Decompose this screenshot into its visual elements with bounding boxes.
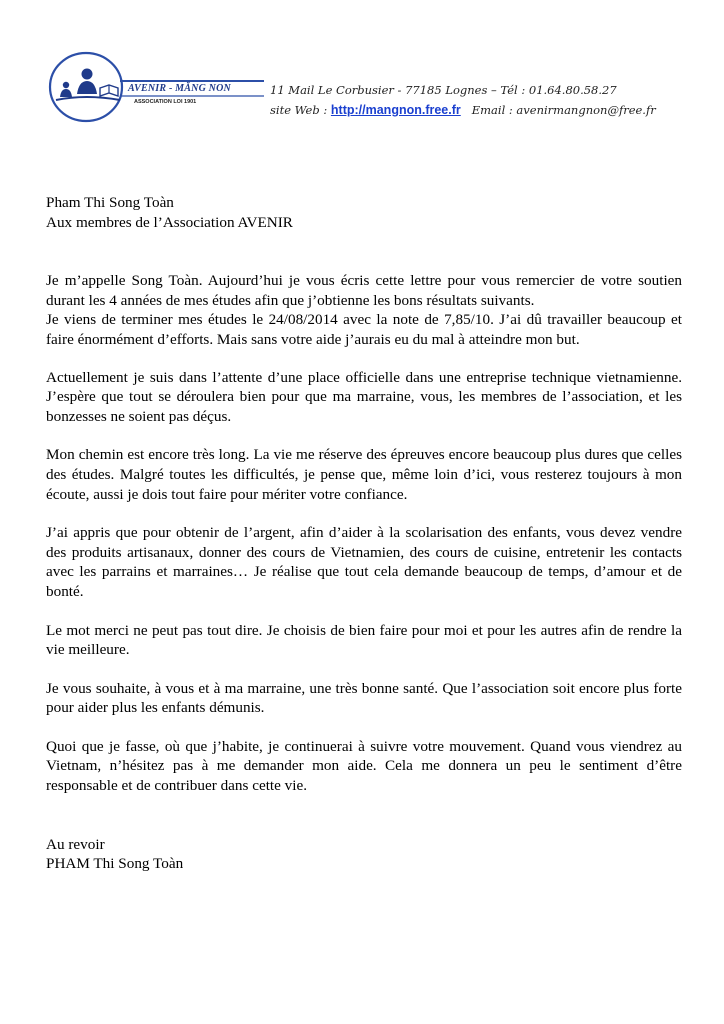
closing-line: Au revoir bbox=[46, 835, 105, 853]
paragraph: Je vous souhaite, à vous et à ma marraine, une très bonne santé. Que l’association soit encore plus forte pour aider plus les enfants démunis. bbox=[46, 679, 682, 717]
association-logo bbox=[46, 48, 268, 126]
letter-body bbox=[46, 193, 682, 874]
paragraph: Je m’appelle Song Toàn. Aujourd’hui je vous écris cette lettre pour vous remercier de votre soutien durant les 4 années de mes études afin que j’obtienne les bons résultats suivants. bbox=[46, 272, 682, 309]
signature: PHAM Thi Song Toàn bbox=[46, 855, 184, 873]
site-label: site Web : bbox=[270, 103, 328, 117]
contact-block bbox=[270, 80, 656, 120]
address-line: 11 Mail Le Corbusier - 77185 Lognes – Tél : 01.64.80.58.27 bbox=[270, 83, 617, 97]
sender-name: Pham Thi Song Toàn bbox=[46, 194, 174, 211]
organization-subtitle: ASSOCIATION LOI 1901 bbox=[134, 99, 197, 105]
paragraph: Je viens de terminer mes études le 24/08/2014 avec la note de 7,85/10. J’ai dû travailler beaucoup et faire énormément d’efforts. Mais sans votre aide j’aurais eu du mal à atteindre mon but. bbox=[46, 311, 682, 348]
organization-name: AVENIR - MĂNG NON bbox=[128, 83, 231, 94]
paragraph: Mon chemin est encore très long. La vie me réserve des épreuves encore beaucoup plus dures que celles des études. Malgré toutes les difficultés, je pense que, même loin d’ici, vous resterez toujours à mon écoute, aussi je dois tout faire pour mériter votre confiance. bbox=[46, 446, 682, 503]
paragraph: J’ai appris que pour obtenir de l’argent, afin d’aider à la scolarisation des enfants, vous devez vendre des produits artisanaux, donner des cours de Vietnamien, des cours de cuisine, entretenir les contacts avec les parrains et marraines… Je réalise que tout cela demande beaucoup de temps, d’amour et de bonté. bbox=[46, 524, 682, 600]
paragraph: Actuellement je suis dans l’attente d’une place officielle dans une entreprise technique vietnamienne. J’espère que tout se déroulera bien pour que ma marraine, vous, les membres de l’association, et les bonzesses ne soient pas déçus. bbox=[46, 368, 682, 425]
recipient-line: Aux membres de l’Association AVENIR bbox=[46, 213, 293, 231]
paragraph: Quoi que je fasse, où que j’habite, je continuerai à suivre votre mouvement. Quand vous viendrez au Vietnam, n’hésitez pas à me demander mon aide. Cela me donnera un peu le sentiment d’être responsable et de contribuer dans cette vie. bbox=[46, 737, 682, 795]
paragraph: Le mot merci ne peut pas tout dire. Je choisis de bien faire pour moi et pour les autres afin de rendre la vie meilleure. bbox=[46, 621, 682, 659]
web-email-line bbox=[270, 100, 656, 120]
website-link[interactable]: http://mangnon.free.fr bbox=[330, 103, 461, 117]
letterhead bbox=[46, 48, 686, 128]
email-text: Email : avenirmangnon@free.fr bbox=[471, 103, 656, 117]
